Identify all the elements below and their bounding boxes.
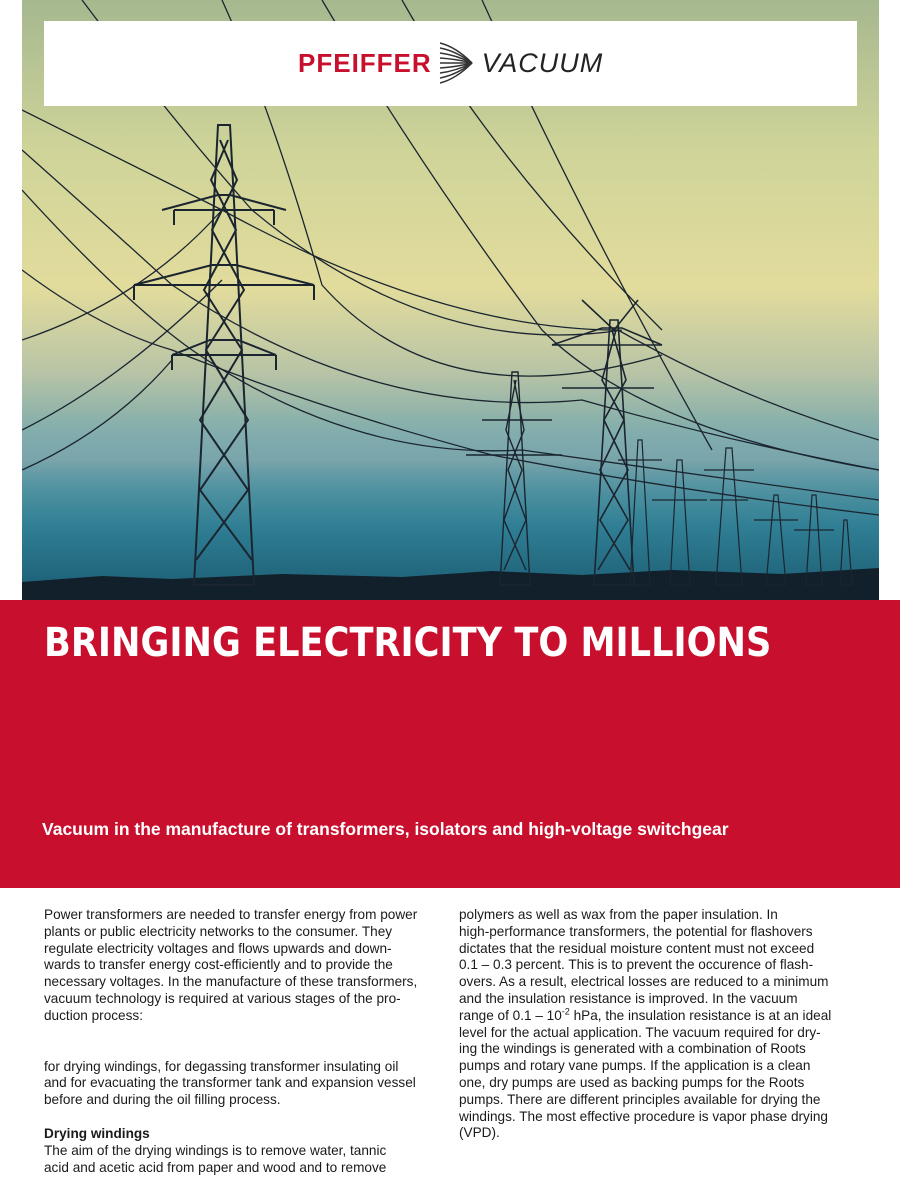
body-line: 0.1 – 0.3 percent. This is to prevent the occurence of flash- — [459, 957, 814, 973]
drying-line: acid and acetic acid from paper and wood and to remove — [44, 1159, 387, 1175]
intro-line: plants or public electricity networks to the consumer. They — [44, 923, 393, 939]
intro-line: regulate electricity voltages and flows upwards and down- — [44, 940, 392, 956]
vacuum-range-line — [459, 1008, 859, 1025]
page-subtitle: Vacuum in the manufacture of transformers, isolators and high-voltage switchgear — [42, 819, 729, 839]
body-column-left — [44, 907, 444, 1176]
body-line: high-performance transformers, the potential for flashovers — [459, 923, 813, 939]
body-line: overs. As a result, electrical losses are reduced to a minimum — [459, 974, 829, 990]
body-line: one, dry pumps are used as backing pumps for the Roots — [459, 1074, 805, 1090]
brand-name-right: VACUUM — [481, 47, 604, 78]
page-title: BRINGING ELECTRICITY TO MILLIONS — [44, 620, 772, 666]
brand-swoosh-icon — [438, 39, 476, 87]
body-line: dictates that the residual moisture content must not exceed — [459, 940, 815, 956]
range-suffix: hPa, the insulation resistance is at an ideal — [569, 1007, 832, 1023]
uses-line: before and during the oil filling process. — [44, 1092, 281, 1108]
intro-line: necessary voltages. In the manufacture of these transformers, — [44, 974, 418, 990]
brand-logo — [298, 38, 603, 88]
intro-line: duction process: — [44, 1007, 143, 1023]
section-heading: Drying windings — [44, 1125, 150, 1141]
uses-line: and for evacuating the transformer tank and expansion vessel — [44, 1075, 416, 1091]
intro-line: vacuum technology is required at various stages of the pro- — [44, 990, 401, 1006]
uses-line: for drying windings, for degassing transformer insulating oil — [44, 1058, 399, 1074]
body-line: and the insulation resistance is improved. In the vacuum — [459, 990, 798, 1006]
intro-line: wards to transfer energy cost-efficiently and to provide the — [44, 957, 393, 973]
body-line: level for the actual application. The vacuum required for dry- — [459, 1024, 821, 1040]
range-prefix: range of 0.1 – 10 — [459, 1007, 562, 1023]
body-line: pumps. There are different principles available for drying the — [459, 1091, 821, 1107]
body-line: polymers as well as wax from the paper insulation. In — [459, 907, 778, 922]
body-column-right — [459, 907, 859, 1142]
body-line: pumps and rotary vane pumps. If the application is a clean — [459, 1058, 811, 1074]
intro-line: Power transformers are needed to transfer energy from power — [44, 907, 418, 922]
brand-name-left: PFEIFFER — [298, 47, 432, 78]
drying-line: The aim of the drying windings is to remove water, tannic — [44, 1142, 387, 1158]
range-exponent: -2 — [561, 1006, 570, 1017]
body-line: ing the windings is generated with a combination of Roots — [459, 1041, 806, 1057]
body-line: windings. The most effective procedure is vapor phase drying — [459, 1108, 828, 1124]
body-line: (VPD). — [459, 1125, 500, 1141]
